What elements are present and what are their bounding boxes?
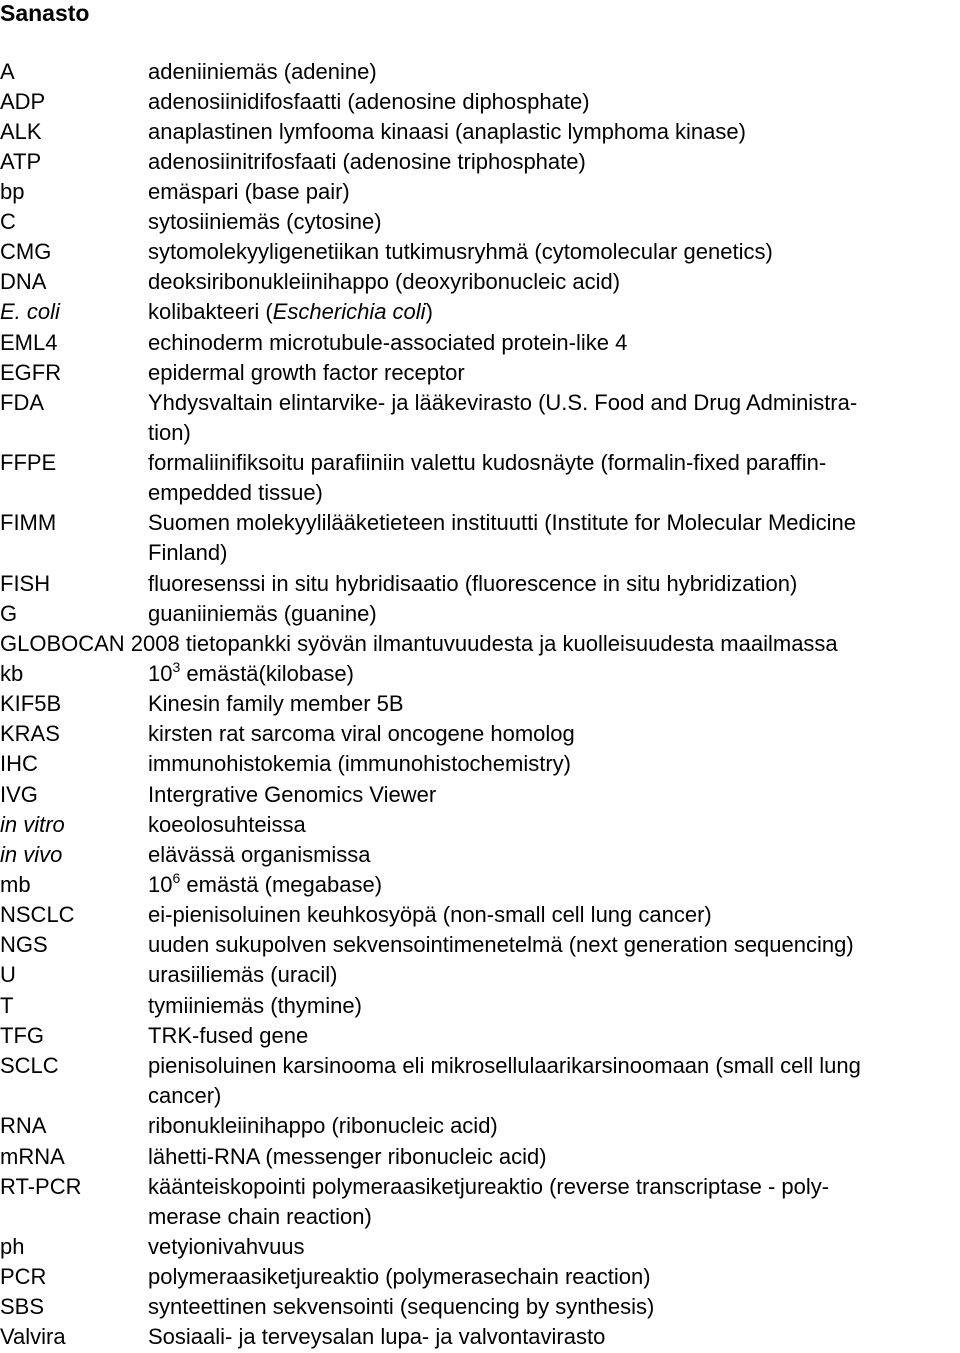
glossary-term: A: [0, 59, 15, 84]
glossary-term: TFG: [0, 1023, 44, 1048]
glossary-definition: formaliinifiksoitu parafiiniin valettu kudosnäyte (formalin-fixed paraffin-: [148, 450, 827, 475]
glossary-definition: anaplastinen lymfooma kinaasi (anaplastic lymphoma kinase): [148, 119, 746, 144]
glossary-definition: emäspari (base pair): [148, 179, 350, 204]
glossary-term: SBS: [0, 1294, 45, 1319]
glossary-definition: adeniiniemäs (adenine): [148, 59, 377, 84]
definition-text: emästä(kilobase): [180, 661, 354, 686]
glossary-definition: Suomen molekyylilääketieteen instituutti (Institute for Molecular Medicine: [148, 510, 856, 535]
glossary-definition: [148, 659, 354, 691]
glossary-definition: Yhdysvaltain elintarvike- ja lääkevirasto (U.S. Food and Drug Administra-: [148, 390, 858, 415]
glossary-term: FDA: [0, 390, 44, 415]
glossary-term: NSCLC: [0, 902, 75, 927]
glossary-term: FFPE: [0, 450, 57, 475]
definition-text: kolibakteeri (: [148, 299, 273, 324]
glossary-term: RNA: [0, 1113, 47, 1138]
glossary-definition: käänteiskopointi polymeraasiketjureaktio (reverse transcriptase - poly-: [148, 1174, 830, 1199]
glossary-term: RT-PCR: [0, 1174, 82, 1199]
glossary-definition-cont: Finland): [148, 540, 228, 565]
glossary-definition: [148, 297, 433, 327]
glossary-definition-cont: tion): [148, 420, 191, 445]
glossary-term: EML4: [0, 330, 58, 355]
glossary-term: ph: [0, 1234, 25, 1259]
glossary-definition: TRK-fused gene: [148, 1023, 309, 1048]
exponent: 6: [172, 870, 181, 886]
glossary-definition: echinoderm microtubule-associated protein-like 4: [148, 330, 628, 355]
glossary-definition: adenosiinitrifosfaati (adenosine triphosphate): [148, 149, 586, 174]
definition-text: ): [425, 299, 433, 324]
glossary-definition: polymeraasiketjureaktio (polymerasechain reaction): [148, 1264, 651, 1289]
glossary-definition: synteettinen sekvensointi (sequencing by synthesis): [148, 1294, 655, 1319]
glossary-definition: elävässä organismissa: [148, 842, 371, 867]
glossary-definition: sytomolekyyligenetiikan tutkimusryhmä (cytomolecular genetics): [148, 239, 773, 264]
definition-text: emästä (megabase): [180, 872, 383, 897]
glossary-term: ATP: [0, 149, 42, 174]
glossary-definition: lähetti-RNA (messenger ribonucleic acid): [148, 1144, 547, 1169]
glossary-term: IVG: [0, 782, 38, 807]
glossary-term: G: [0, 601, 18, 626]
glossary-term: FISH: [0, 571, 51, 596]
exponent: 3: [172, 659, 181, 675]
glossary-definition: epidermal growth factor receptor: [148, 360, 465, 385]
glossary-term: KRAS: [0, 721, 60, 746]
glossary-definition: vetyionivahvuus: [148, 1234, 305, 1259]
glossary-term: mRNA: [0, 1144, 65, 1169]
glossary-definition: ribonukleiinihappo (ribonucleic acid): [148, 1113, 498, 1138]
glossary-term: C: [0, 209, 16, 234]
glossary-definition: urasiiliemäs (uracil): [148, 962, 338, 987]
glossary-term: KIF5B: [0, 691, 62, 716]
glossary-term: T: [0, 993, 14, 1018]
glossary-term: PCR: [0, 1264, 47, 1289]
glossary-definition: sytosiiniemäs (cytosine): [148, 209, 382, 234]
glossary-definition: pienisoluinen karsinooma eli mikrosellulaarikarsinoomaan (small cell lung: [148, 1053, 861, 1078]
glossary-definition-cont: cancer): [148, 1083, 222, 1108]
glossary-term: DNA: [0, 269, 47, 294]
species-name: Escherichia coli: [272, 299, 426, 324]
glossary-term: NGS: [0, 932, 48, 957]
glossary-definition: guaniiniemäs (guanine): [148, 601, 377, 626]
glossary-term: IHC: [0, 751, 38, 776]
glossary-term: E. coli: [0, 299, 60, 324]
glossary-term: bp: [0, 179, 25, 204]
glossary-definition: Intergrative Genomics Viewer: [148, 782, 437, 807]
glossary-term: U: [0, 962, 16, 987]
glossary-definition: Sosiaali- ja terveysalan lupa- ja valvontavirasto: [148, 1324, 606, 1349]
glossary-term: FIMM: [0, 510, 57, 535]
glossary-term: Valvira: [0, 1324, 66, 1349]
definition-text: 10: [148, 661, 173, 686]
glossary-term: SCLC: [0, 1053, 59, 1078]
glossary-definition: immunohistokemia (immunohistochemistry): [148, 751, 572, 776]
glossary-term: in vivo: [0, 842, 63, 867]
glossary-term: in vitro: [0, 812, 65, 837]
glossary-term: kb: [0, 661, 24, 686]
glossary-definition-cont: merase chain reaction): [148, 1204, 372, 1229]
glossary-definition: uuden sukupolven sekvensointimenetelmä (next generation sequencing): [148, 932, 854, 957]
glossary-definition: tymiiniemäs (thymine): [148, 993, 362, 1018]
glossary-term: CMG: [0, 239, 52, 264]
glossary-term: EGFR: [0, 360, 62, 385]
glossary-definition: [148, 870, 382, 902]
glossary-full-line: GLOBOCAN 2008 tietopankki syövän ilmantuvuudesta ja kuolleisuudesta maailmassa: [0, 631, 838, 656]
glossary-definition: ei-pienisoluinen keuhkosyöpä (non-small cell lung cancer): [148, 902, 712, 927]
glossary-definition: Kinesin family member 5B: [148, 691, 404, 716]
glossary-definition: kirsten rat sarcoma viral oncogene homolog: [148, 721, 575, 746]
glossary-definition-cont: empedded tissue): [148, 480, 323, 505]
page-title: Sanasto: [0, 0, 90, 26]
glossary-definition: deoksiribonukleiinihappo (deoxyribonucleic acid): [148, 269, 621, 294]
glossary-term: mb: [0, 872, 31, 897]
glossary-definition: adenosiinidifosfaatti (adenosine diphosphate): [148, 89, 590, 114]
definition-text: 10: [148, 872, 173, 897]
glossary-definition: koeolosuhteissa: [148, 812, 306, 837]
glossary-term: ADP: [0, 89, 46, 114]
glossary-definition: fluoresenssi in situ hybridisaatio (fluorescence in situ hybridization): [148, 571, 798, 596]
glossary-term: ALK: [0, 119, 42, 144]
